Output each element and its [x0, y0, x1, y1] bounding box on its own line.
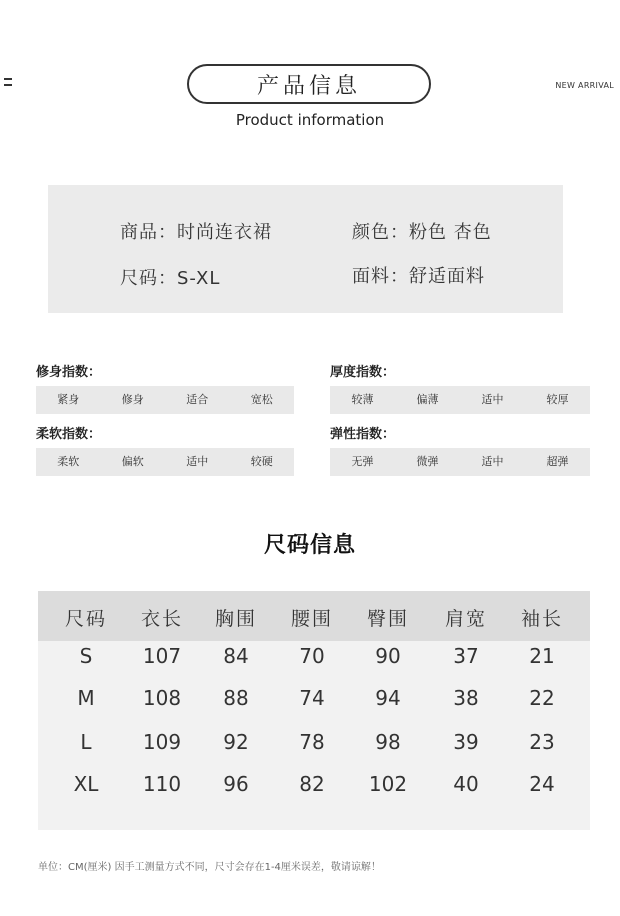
measurement-footnote: 单位：CM(厘米) 因手工测量方式不同，尺寸会存在1-4厘米误差，敬请谅解！ [38, 862, 381, 873]
table-cell: 108 [142, 686, 182, 710]
menu-icon[interactable] [4, 78, 12, 90]
table-cell: 21 [529, 644, 555, 668]
index-scale [36, 448, 294, 476]
index-option: 微弹 [416, 455, 439, 468]
table-cell: 24 [529, 772, 555, 796]
index-scale [330, 448, 590, 476]
index-title: 厚度指数： [330, 365, 396, 380]
table-cell: 22 [529, 686, 555, 710]
page-subtitle: Product information [235, 111, 385, 129]
index-option: 修身 [121, 393, 144, 406]
size-table [38, 591, 590, 830]
table-cell: 39 [453, 730, 479, 754]
table-cell: 102 [368, 772, 408, 796]
index-option: 紧身 [57, 393, 80, 406]
table-cell: 96 [223, 772, 249, 796]
fit-index [36, 361, 294, 414]
table-header-cell: 袖长 [520, 608, 563, 630]
product-info-panel [48, 185, 563, 313]
index-option: 适中 [481, 455, 504, 468]
index-option: 超弹 [546, 455, 569, 468]
product-fabric: 面料：舒适面料 [352, 266, 485, 287]
index-option: 较厚 [546, 393, 569, 406]
product-name: 商品：时尚连衣裙 [120, 222, 272, 243]
table-header-cell: 臀围 [366, 608, 409, 630]
table-cell: 74 [299, 686, 325, 710]
product-size: 尺码：S-XL [120, 268, 221, 289]
table-cell: XL [73, 772, 99, 796]
index-option: 适中 [186, 455, 209, 468]
table-cell: S [79, 644, 93, 668]
page-title: 产品信息 [187, 64, 431, 104]
index-option: 柔软 [57, 455, 80, 468]
table-cell: 38 [453, 686, 479, 710]
table-cell: 109 [142, 730, 182, 754]
table-header-cell: 衣长 [140, 608, 183, 630]
new-arrival-label: NEW ARRIVAL [555, 81, 614, 90]
table-cell: 37 [453, 644, 479, 668]
table-cell: 82 [299, 772, 325, 796]
table-cell: 23 [529, 730, 555, 754]
index-option: 适中 [481, 393, 504, 406]
index-option: 较硬 [250, 455, 273, 468]
table-header-cell: 胸围 [214, 608, 257, 630]
table-cell: M [77, 686, 95, 710]
table-cell: 92 [223, 730, 249, 754]
table-header-cell: 尺码 [64, 608, 107, 630]
index-option: 偏软 [121, 455, 144, 468]
index-title: 弹性指数： [330, 427, 396, 442]
table-cell: 40 [453, 772, 479, 796]
index-scale [330, 386, 590, 414]
table-header-cell: 肩宽 [444, 608, 487, 630]
table-cell: 98 [375, 730, 401, 754]
elasticity-index [330, 423, 590, 476]
table-cell: 90 [375, 644, 401, 668]
index-option: 较薄 [351, 393, 374, 406]
index-title: 修身指数： [36, 365, 102, 380]
table-header-cell: 腰围 [290, 608, 333, 630]
table-cell: 70 [299, 644, 325, 668]
softness-index [36, 423, 294, 476]
table-cell: 78 [299, 730, 325, 754]
table-cell: 107 [142, 644, 182, 668]
index-option: 无弹 [351, 455, 374, 468]
index-title: 柔软指数： [36, 427, 102, 442]
size-info-title: 尺码信息 [263, 533, 356, 558]
table-cell: 110 [142, 772, 182, 796]
thickness-index [330, 361, 590, 414]
table-cell: L [80, 730, 92, 754]
product-color: 颜色：粉色 杏色 [352, 222, 492, 243]
index-scale [36, 386, 294, 414]
index-option: 偏薄 [416, 393, 439, 406]
table-cell: 94 [375, 686, 401, 710]
index-option: 适合 [186, 393, 209, 406]
table-cell: 84 [223, 644, 249, 668]
index-option: 宽松 [250, 393, 273, 406]
table-cell: 88 [223, 686, 249, 710]
